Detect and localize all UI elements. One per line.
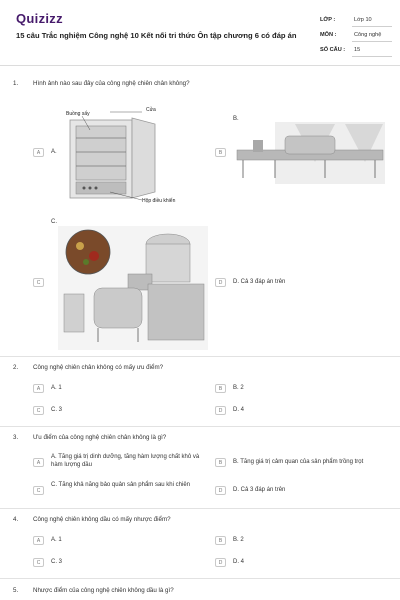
option-b-checkbox[interactable]: B [215, 148, 226, 157]
q4-option-c-checkbox[interactable]: C [33, 558, 44, 567]
q3-option-b-checkbox[interactable]: B [215, 458, 226, 467]
question-2-number: 2. [13, 364, 19, 371]
question-5-number: 5. [13, 587, 19, 594]
conveyor-fryer-image [235, 122, 385, 184]
q2-option-a-checkbox[interactable]: A [33, 384, 44, 393]
q3-option-a-checkbox[interactable]: A [33, 458, 44, 467]
option-d-text: D. Cả 3 đáp án trên [233, 279, 286, 285]
page-header [0, 0, 400, 66]
control-box-label: Hộp điều khiển [142, 198, 176, 204]
q3-option-d-checkbox[interactable]: D [215, 486, 226, 495]
question-1-text: Hình ảnh nào sau đây của công nghệ chiên chân không? [33, 80, 190, 87]
question-1-number: 1. [13, 80, 19, 87]
meta-count-key: SỐ CÂU : [320, 47, 346, 53]
quizizz-logo[interactable]: Quizizz [16, 11, 63, 26]
meta-subject-value: Công nghệ [354, 32, 382, 38]
q3-option-c-checkbox[interactable]: C [33, 486, 44, 495]
meta-grade-value: Lớp 10 [354, 17, 372, 23]
q2-option-a-text: A. 1 [51, 385, 62, 391]
divider [352, 56, 392, 57]
option-c-checkbox[interactable]: C [33, 278, 44, 287]
question-3-text: Ưu điểm của công nghệ chiên chân không là gì? [33, 434, 167, 441]
option-c-label: C. [51, 219, 57, 225]
option-a-text: A. [51, 149, 57, 155]
question-5-text: Nhược điểm của công nghệ chiên không dầu là gì? [33, 587, 174, 594]
q2-option-c-text: C. 3 [51, 407, 63, 413]
q2-option-d-checkbox[interactable]: D [215, 406, 226, 415]
divider [352, 41, 392, 42]
question-3-number: 3. [13, 434, 19, 441]
q4-option-a-checkbox[interactable]: A [33, 536, 44, 545]
meta-subject-key: MÔN : [320, 32, 337, 38]
q2-option-d-text: D. 4 [233, 407, 245, 413]
q4-option-c-text: C. 3 [51, 559, 63, 565]
option-a-checkbox[interactable]: A [33, 148, 44, 157]
q4-option-b-text: B. 2 [233, 537, 244, 543]
door-label: Cửa [146, 107, 156, 113]
q4-option-d-checkbox[interactable]: D [215, 558, 226, 567]
q2-option-b-text: B. 2 [233, 385, 244, 391]
divider [0, 578, 400, 579]
chamber-label: Buồng sấy [66, 111, 90, 117]
divider [0, 356, 400, 357]
document-title: 15 câu Trắc nghiệm Công nghệ 10 Kết nối tri thức Ôn tập chương 6 có đáp án [16, 31, 297, 40]
option-d-checkbox[interactable]: D [215, 278, 226, 287]
q3-option-c-text: C. Tăng khả năng bảo quản sản phẩm sau khi chiên [51, 482, 190, 488]
q2-option-c-checkbox[interactable]: C [33, 406, 44, 415]
q4-option-d-text: D. 4 [233, 559, 245, 565]
divider [0, 426, 400, 427]
q4-option-a-text: A. 1 [51, 537, 62, 543]
q3-option-a-text: A. Tăng giá trị dinh dưỡng, tăng hàm lượng chất khô và hàm lượng dầu [51, 454, 200, 468]
q3-option-d-text: D. Cả 3 đáp án trên [233, 487, 286, 493]
divider [0, 508, 400, 509]
q2-option-b-checkbox[interactable]: B [215, 384, 226, 393]
q3-option-b-text: B. Tăng giá trị cảm quan của sản phẩm trồng trọt [233, 459, 364, 465]
question-4-number: 4. [13, 516, 19, 523]
q4-option-b-checkbox[interactable]: B [215, 536, 226, 545]
option-b-text: B. [233, 116, 239, 122]
divider [352, 26, 392, 27]
meta-count-value: 15 [354, 47, 361, 53]
meta-grade-key: LỚP : [320, 17, 336, 23]
question-2-text: Công nghệ chiên chân không có mấy ưu điểm? [33, 364, 164, 371]
question-4-text: Công nghệ chiên không dầu có mấy nhược điểm? [33, 516, 171, 523]
drying-oven-image [60, 100, 185, 205]
vacuum-fryer-image [58, 226, 208, 350]
